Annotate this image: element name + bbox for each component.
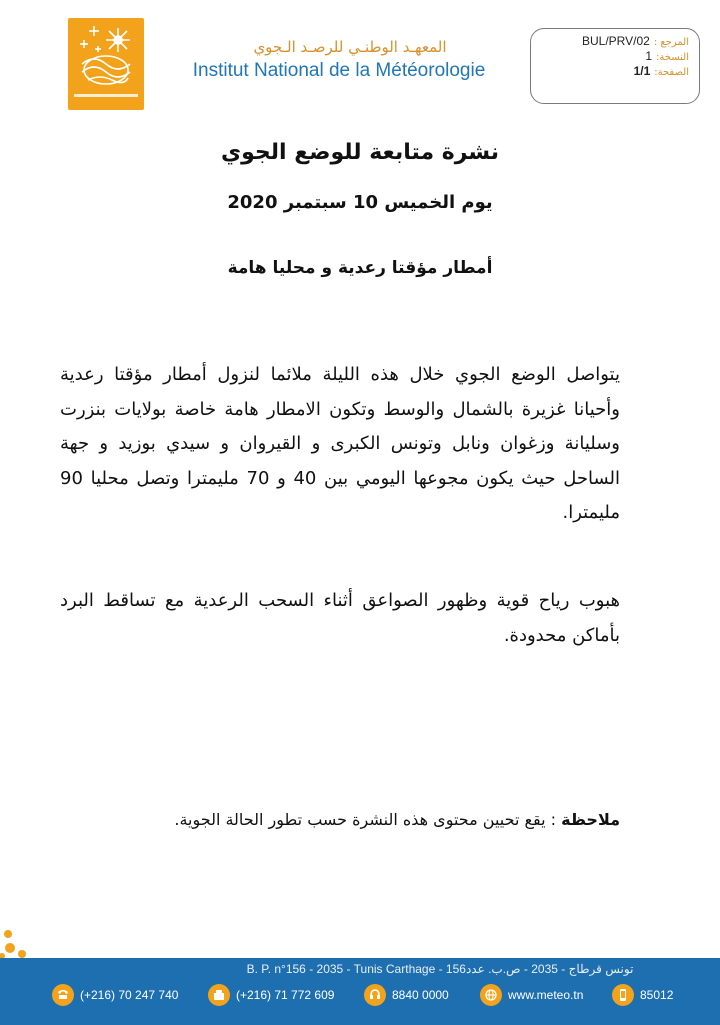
sms-number: 85012 <box>640 988 674 1002</box>
reference-label: المرجع : <box>653 37 689 48</box>
contact-sms <box>612 984 673 1006</box>
page-line <box>541 65 689 77</box>
reference-box <box>530 28 700 104</box>
reference-line <box>541 35 689 47</box>
footer-address: B. P. n°156 - 2035 - Tunis Carthage - تونس قرطاج - 2035 - ص.ب. عدد156 <box>246 962 634 976</box>
copy-line <box>541 50 689 62</box>
contact-website <box>480 984 583 1006</box>
page-label: الصفحة: <box>654 67 689 78</box>
fax-number: (+216) 71 772 609 <box>236 988 335 1002</box>
bulletin-date: يوم الخميس 10 سبتمبر 2020 <box>227 192 493 213</box>
note-label: ملاحظة <box>561 810 620 829</box>
institute-name-arabic: المعهـد الوطنـي للرصـد الـجوي <box>253 38 447 56</box>
contact-fax <box>208 984 334 1006</box>
headset-icon <box>364 984 386 1006</box>
contact-phone <box>52 984 178 1006</box>
reference-value: BUL/PRV/02 <box>581 34 650 48</box>
website-link[interactable]: www.meteo.tn <box>508 988 584 1002</box>
bulletin-title: نشرة متابعة للوضع الجوي <box>220 140 500 165</box>
phone-number: (+216) 70 247 740 <box>80 988 179 1002</box>
institute-name-french: Institut National de la Météorologie <box>192 60 486 81</box>
copy-label: النسخة: <box>656 52 689 63</box>
bulletin-headline: أمطار مؤقتا رعدية و محليا هامة <box>227 258 493 278</box>
fax-icon <box>208 984 230 1006</box>
bulletin-note <box>100 810 620 829</box>
mobile-sms-icon <box>612 984 634 1006</box>
inm-logo <box>68 18 144 110</box>
globe-icon <box>480 984 502 1006</box>
hotline-number: 8840 0000 <box>392 988 449 1002</box>
logo-emblem-icon <box>68 18 144 110</box>
page-value: 1/1 <box>633 64 651 78</box>
contact-hotline <box>364 984 449 1006</box>
bulletin-paragraph-2: هبوب رياح قوية وظهور الصواعق أثناء السحب الرعدية مع تساقط البرد بأماكن محدودة. <box>60 590 620 646</box>
bulletin-paragraph-1: يتواصل الوضع الجوي خلال هذه الليلة ملائما لنزول أمطار مؤقتا رعدية وأحيانا غزيرة بالشمال والوسط وتكون الامطار هامة خاصة بولايات بنزرت وسليانة وزغوان ونابل وتونس الكبرى و القيروان و سيدي بوزيد و جهة الساحل حيث يكون مجوعها اليومي بين 40 و 70 مليمترا وتصل محليا 90 مليمترا. <box>60 364 620 523</box>
note-text: : يقع تحيين محتوى هذه النشرة حسب تطور الحالة الجوية. <box>174 810 557 829</box>
copy-value: 1 <box>645 49 653 63</box>
phone-icon <box>52 984 74 1006</box>
